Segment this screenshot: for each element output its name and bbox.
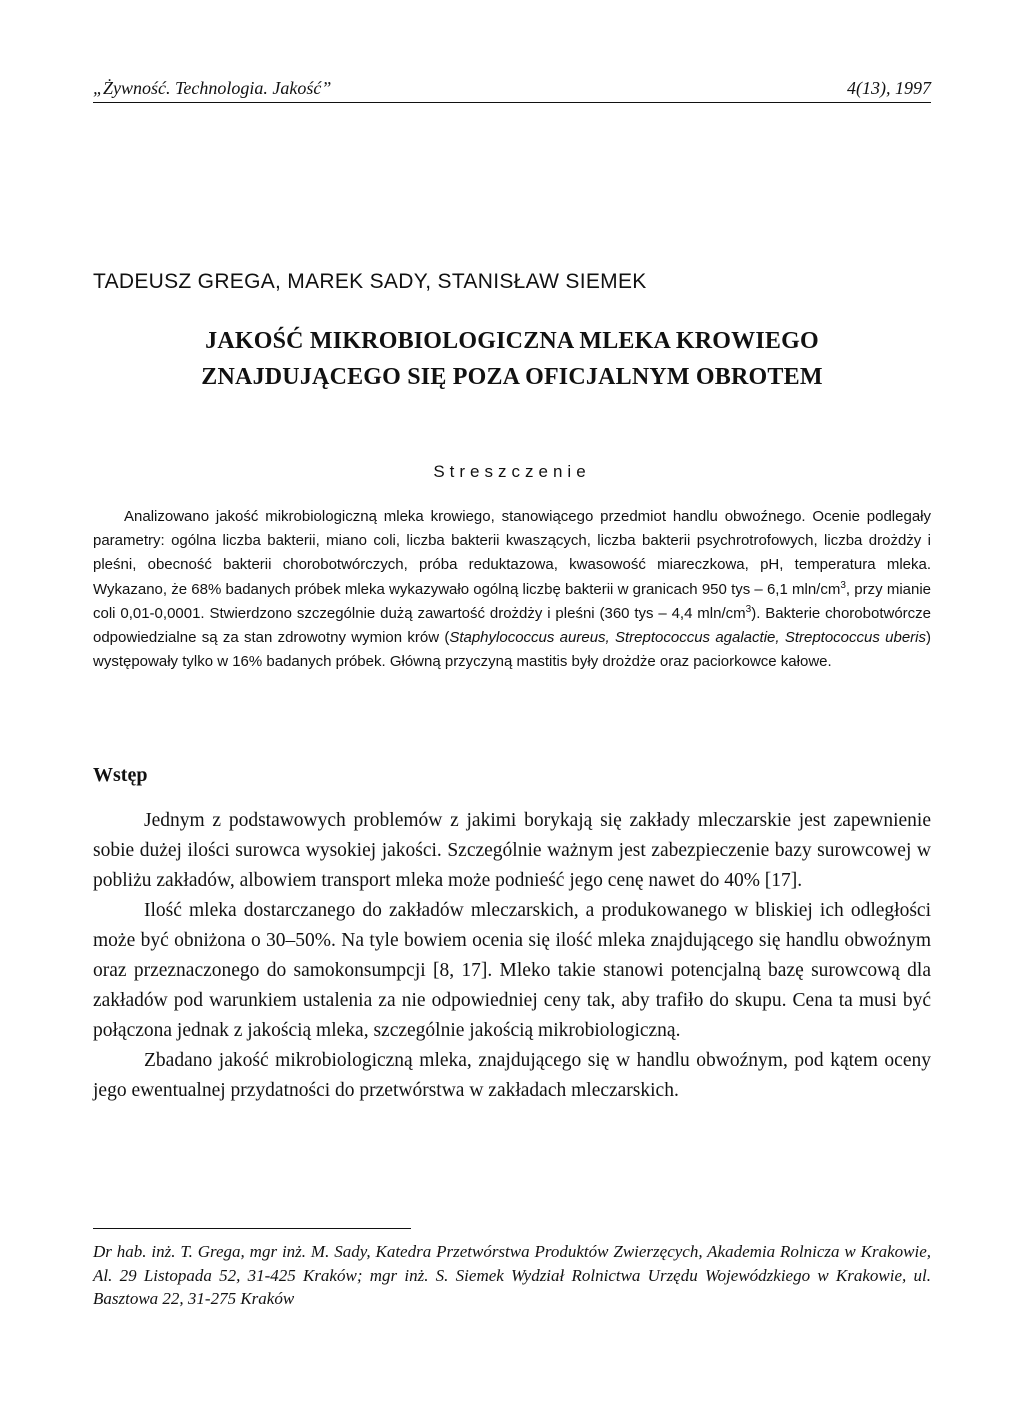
- title-line-2: ZNAJDUJĄCEGO SIĘ POZA OFICJALNYM OBROTEM: [201, 364, 823, 390]
- introduction-body: [93, 806, 931, 1106]
- footnote-rule: [93, 1228, 411, 1229]
- abstract-heading: Streszczenie: [433, 462, 591, 481]
- species-names: Staphylococcus aureus, Streptococcus agalactie, Streptococcus uberis: [449, 629, 927, 647]
- paragraph: Jednym z podstawowych problemów z jakimi borykają się zakłady mleczarskie jest zapewnienie sobie dużej ilości surowca wysokiej jakości. Szczególnie ważnym jest zabezpieczenie bazy surowcowej w pobliżu zakładów, albowiem transport mleka może podnieść jego cenę nawet do 40% [17].: [93, 810, 931, 891]
- abstract-superscript-2: 3: [745, 603, 752, 615]
- abstract-part-3: ). Bakterie chorobotwórcze odpowiedzialne są za stan zdrowotny wymion krów (: [93, 604, 931, 647]
- paragraph: Zbadano jakość mikrobiologiczną mleka, znajdującego się w handlu obwoźnym, pod kątem oceny jego ewentualnej przydatności do przetwórstwa w zakładach mleczarskich.: [93, 1050, 931, 1101]
- title-line-1: JAKOŚĆ MIKROBIOLOGICZNA MLEKA KROWIEGO: [205, 328, 819, 354]
- abstract-part-2: , przy mianie coli 0,01-0,0001. Stwierdzono szczególnie dużą zawartość drożdży i pleśni (360 tys – 4,4 mln/cm: [93, 580, 932, 622]
- paragraph: Ilość mleka dostarczanego do zakładów mleczarskich, a produkowanego w bliskiej ich odległości może być obniżona o 30–50%. Na tyle bowiem ocenia się ilość mleka znajdującego się handlu obwoźnym oraz przeznaczonego do samokonsumpcji [8, 17]. Mleko takie stanowi potencjalną bazę surowcową dla zakładów pod warunkiem ustalenia za nie odpowiedniej ceny tak, aby trafiło do skupu. Cena ta musi być połączona jednak z jakością mleka, szczególnie jakością mikrobiologiczną.: [93, 900, 931, 1041]
- author-list: TADEUSZ GREGA, MAREK SADY, STANISŁAW SIEMEK: [93, 270, 647, 293]
- running-header: [93, 78, 931, 99]
- issue-number: 4(13), 1997: [847, 78, 931, 98]
- journal-name: „Żywność. Technologia. Jakość”: [93, 78, 332, 98]
- abstract-part-1: Analizowano jakość mikrobiologiczną mleka krowiego, stanowiącego przedmiot handlu obwoźnego. Ocenie podlegały parametry: ogólna liczba bakterii, miano coli, liczba bakterii kwaszących, liczba bakterii psychrotrofowych, liczba drożdży i pleśni, obecność bakterii chorobotwórczych, próba reduktazowa, kwasowość miareczkowa, pH, temperatura mleka. Wykazano, że 68% badanych próbek mleka wykazywało ogólną liczbę bakterii w granicach 950 tys – 6,1 mln/cm: [93, 508, 931, 598]
- abstract-part-4: ) występowały tylko w 16% badanych próbek. Główną przyczyną mastitis były drożdże oraz paciorkowce kałowe.: [93, 629, 932, 671]
- abstract-text: [93, 505, 931, 674]
- header-rule: [93, 102, 931, 103]
- abstract-superscript-1: 3: [840, 579, 846, 591]
- author-affiliation-footnote: Dr hab. inż. T. Grega, mgr inż. M. Sady, Katedra Przetwórstwa Produktów Zwierzęcych, Akademia Rolnicza w Krakowie, Al. 29 Listopada 52, 31-425 Kraków; mgr inż. S. Siemek Wydział Rolnictwa Urzędu Wojewódzkiego w Krakowie, ul. Basztowa 22, 31-275 Kraków: [93, 1242, 931, 1308]
- section-heading-introduction: Wstęp: [93, 764, 148, 786]
- article-title: [93, 323, 931, 395]
